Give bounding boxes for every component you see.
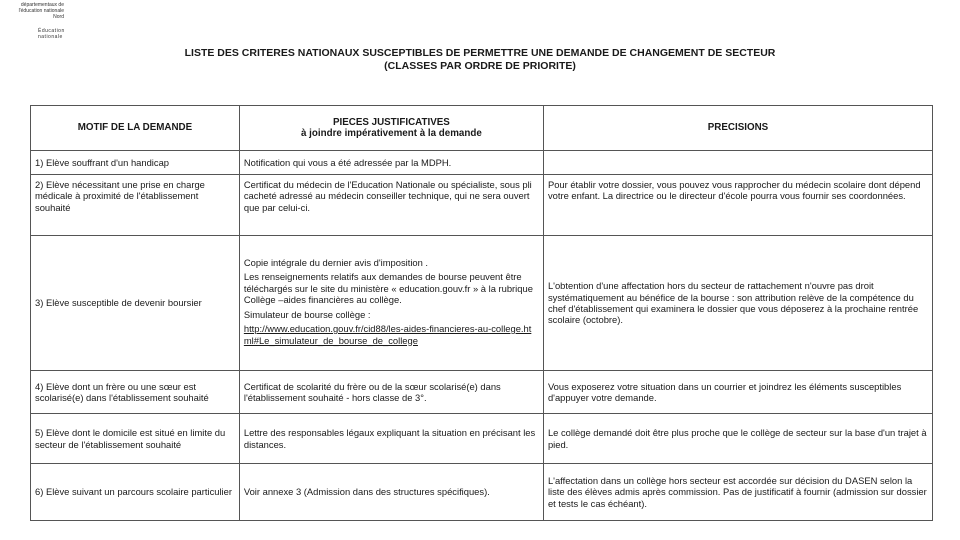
header-precisions: PRECISIONS (543, 106, 932, 151)
table-row (31, 236, 933, 371)
header-motif: MOTIF DE LA DEMANDE (31, 106, 240, 151)
table-row (31, 151, 933, 175)
bourse-simulator-link[interactable]: http://www.education.gouv.fr/cid88/les-aides-financieres-au-college.html#Le_simulateur_de_bourse_de_college (243, 323, 532, 346)
row-4-precisions: Vous exposerez votre situation dans un courrier et joindrez les éléments susceptibles d'appuyer votre demande. (543, 371, 932, 414)
title-line-1: LISTE DES CRITERES NATIONAUX SUSCEPTIBLES DE PERMETTRE UNE DEMANDE DE CHANGEMENT DE SECTEUR (184, 47, 776, 59)
row-3-motif: 3) Elève susceptible de devenir boursier (31, 236, 240, 371)
row-6-motif: 6) Elève suivant un parcours scolaire particulier (31, 464, 240, 521)
row-6-precisions: L'affectation dans un collège hors secteur est accordée sur décision du DASEN selon la liste des élèves admis après commission. Pas de justificatif à fournir (admission sur dossier et tests le cas échéant). (543, 464, 932, 521)
table-header-row (31, 106, 933, 151)
row-5-motif: 5) Elève dont le domicile est situé en limite du secteur de l'établissement souhaité (31, 414, 240, 464)
row-3-precisions: L'obtention d'une affectation hors du secteur de rattachement n'ouvre pas droit systématiquement au bénéfice de la bourse : son attribution relève de la compétence du chef d'établissement qui examinera le dossier que vous déposerez à la prochaine rentrée scolaire (octobre). (543, 236, 932, 371)
row-3-pieces-p2: Les renseignements relatifs aux demandes de bourse peuvent être téléchargés sur le site du ministère « education.gouv.fr » à la rubrique Collège –aides financières au collège. (243, 271, 533, 306)
row-3-pieces (239, 236, 543, 371)
row-5-pieces: Lettre des responsables légaux expliquant la situation en précisant les distances. (239, 414, 543, 464)
row-2-precisions: Pour établir votre dossier, vous pouvez vous rapprocher du médecin scolaire dont dépend votre enfant. La directrice ou le directeur d'école pourra vous fournir ses coordonnées. (543, 175, 932, 236)
row-6-pieces: Voir annexe 3 (Admission dans des structures spécifiques). (239, 464, 543, 521)
table-row (31, 371, 933, 414)
header-pieces (239, 106, 543, 151)
ministry-logo (8, 2, 78, 40)
header-pieces-line-2: à joindre impérativement à la demande (301, 128, 482, 139)
row-1-precisions (543, 151, 932, 175)
table-row (31, 464, 933, 521)
title-line-2: (CLASSES PAR ORDRE DE PRIORITE) (384, 60, 576, 72)
criteria-table (30, 105, 933, 521)
logo-line-2: Éducation nationale (38, 28, 65, 40)
row-1-pieces: Notification qui vous a été adressée par la MDPH. (239, 151, 543, 175)
row-2-pieces: Certificat du médecin de l'Education Nationale ou spécialiste, sous pli cacheté adressé au médecin conseiller technique, qui ne sera ouvert que par celui-ci. (239, 175, 543, 236)
table-row (31, 414, 933, 464)
page-title (80, 47, 880, 73)
row-5-precisions: Le collège demandé doit être plus proche que le collège de secteur sur la base d'un trajet à pied. (543, 414, 932, 464)
row-1-motif: 1) Elève souffrant d'un handicap (31, 151, 240, 175)
row-4-pieces: Certificat de scolarité du frère ou de la sœur scolarisé(e) dans l'établissement souhaité - hors classe de 3°. (239, 371, 543, 414)
table-row (31, 175, 933, 236)
row-3-pieces-p1: Copie intégrale du dernier avis d'imposition . (243, 257, 429, 269)
header-pieces-line-1: PIECES JUSTIFICATIVES (332, 116, 450, 128)
row-3-pieces-p3: Simulateur de bourse collège : (243, 308, 371, 320)
row-4-motif: 4) Elève dont un frère ou une sœur est scolarisé(e) dans l'établissement souhaité (31, 371, 240, 414)
row-2-motif: 2) Elève nécessitant une prise en charge médicale à proximité de l'établissement souhaité (31, 175, 240, 236)
logo-line-1: départementaux de l'éducation nationale Nord (18, 2, 64, 20)
